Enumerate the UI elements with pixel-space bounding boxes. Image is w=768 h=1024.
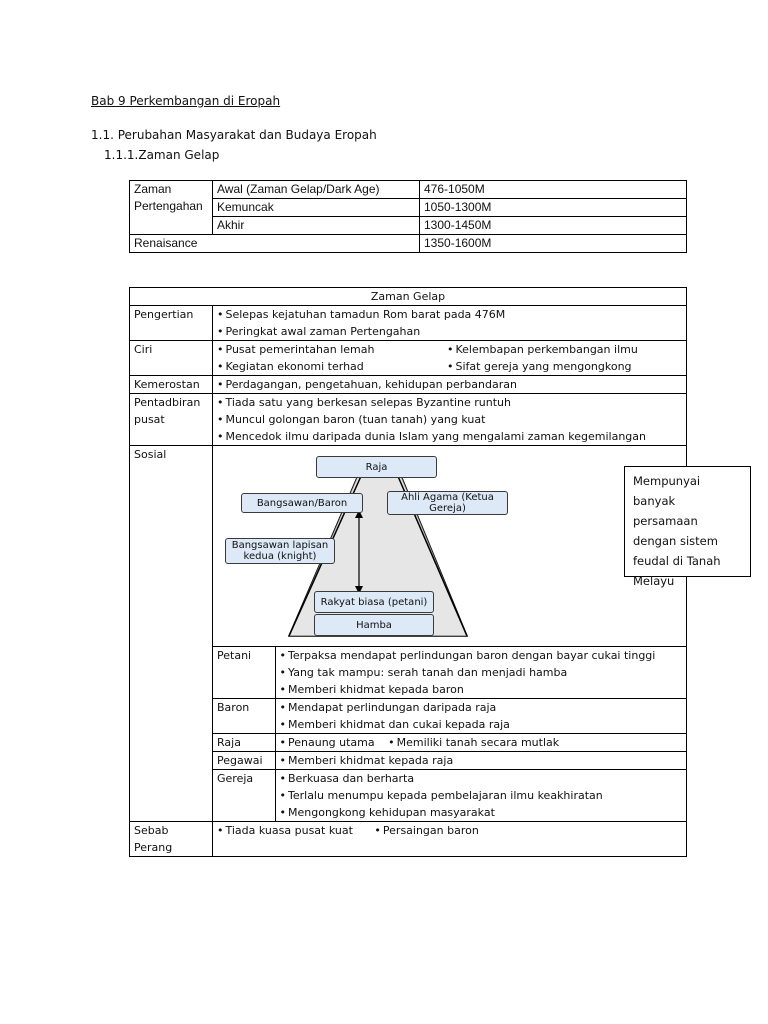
row-content [213,306,687,341]
document-title: Bab 9 Perkembangan di Eropah [91,94,281,108]
subsection-heading: 1.1.1.Zaman Gelap [104,148,220,162]
group-content [275,770,686,821]
era-cell: Renaisance [130,235,420,253]
table-row [130,181,687,199]
era-cell: Zaman Pertengahan [130,181,213,235]
baron-box: Bangsawan/Baron [241,493,363,513]
list-item: • Penaung utama [280,736,375,749]
raja-box: Raja [316,456,437,478]
list-item: • Memiliki tanah secara mutlak [388,736,559,749]
row-content [213,394,687,446]
group-content [275,647,686,698]
note-box: Mempunyai banyak persamaan dengan sistem feudal di Tanah Melayu [624,466,751,577]
serf-box: Hamba [314,614,434,636]
group-label: Pegawai [213,752,275,769]
table-row [130,217,687,235]
table-row [130,199,687,217]
list-item: • Mengongkong kehidupan masyarakat [280,804,683,821]
row-content [213,341,687,376]
table-row [130,394,687,446]
list-item: • Terlalu menumpu kepada pembelajaran ilmu keakhiratan [280,787,683,804]
table-row [130,341,687,376]
group-cell [213,734,687,752]
list-item: • Persaingan baron [374,824,478,837]
row-label: Kemerostan [130,376,213,394]
peasant-box: Rakyat biasa (petani) [314,591,434,613]
section-heading: 1.1. Perubahan Masyarakat dan Budaya Eropah [91,128,377,142]
table-header: Zaman Gelap [130,288,687,306]
phase-cell: Akhir [213,217,420,235]
table-row [130,770,687,822]
table-row [130,446,687,647]
table-row [130,306,687,341]
list-item: • Terpaksa mendapat perlindungan baron dengan bayar cukai tinggi [280,647,683,664]
list-item: • Mencedok ilmu daripada dunia Islam yang mengalami zaman kegemilangan [217,428,682,445]
list-item: • Kegiatan ekonomi terhad [217,358,447,375]
list-item: • Kelembapan perkembangan ilmu [447,341,638,358]
group-content [275,752,686,769]
group-content [275,699,686,733]
list-item: • Tiada kuasa pusat kuat [217,824,353,837]
list-item: • Muncul golongan baron (tuan tanah) yang kuat [217,411,682,428]
list-item: • Peringkat awal zaman Pertengahan [217,323,682,340]
years-cell: 1300-1450M [420,217,687,235]
row-label: Pengertian [130,306,213,341]
group-cell [213,647,687,699]
list-item: • Mendapat perlindungan daripada raja [280,699,683,716]
list-item: • Selepas kejatuhan tamadun Rom barat pada 476M [217,306,682,323]
dark-age-table [129,287,721,857]
period-table [129,180,687,253]
list-item: • Memberi khidmat kepada baron [280,681,683,698]
row-content [213,376,687,394]
social-diagram-cell [213,446,721,647]
row-label: Sosial [130,446,213,822]
list-item: • Memberi khidmat kepada raja [280,752,683,769]
group-label: Gereja [213,770,275,821]
table-row [130,647,687,699]
row-label: Ciri [130,341,213,376]
knight-box: Bangsawan lapisan kedua (knight) [225,538,335,564]
years-cell: 1050-1300M [420,199,687,217]
church-box: Ahli Agama (Ketua Gereja) [387,491,508,515]
group-cell [213,752,687,770]
table-row [130,699,687,734]
list-item: • Tiada satu yang berkesan selepas Byzantine runtuh [217,394,682,411]
phase-cell: Awal (Zaman Gelap/Dark Age) [213,181,420,199]
group-content [275,734,686,751]
years-cell: 476-1050M [420,181,687,199]
table-row [130,752,687,770]
phase-cell: Kemuncak [213,199,420,217]
list-item: • Sifat gereja yang mengongkong [447,358,632,375]
list-item: • Yang tak mampu: serah tanah dan menjadi hamba [280,664,683,681]
table-row [130,734,687,752]
list-item: • Pusat pemerintahan lemah [217,341,447,358]
table-row [130,235,687,253]
table-row [130,376,687,394]
years-cell: 1350-1600M [420,235,687,253]
table-header-row [130,288,687,306]
group-label: Petani [213,647,275,698]
group-cell [213,770,687,822]
table-row [130,822,687,857]
group-label: Baron [213,699,275,733]
group-label: Raja [213,734,275,751]
group-cell [213,699,687,734]
row-label: Sebab Perang [130,822,213,857]
list-item: • Berkuasa dan berharta [280,770,683,787]
list-item: • Memberi khidmat dan cukai kepada raja [280,716,683,733]
row-content [213,822,687,857]
social-pyramid [213,446,721,644]
row-label: Pentadbiran pusat [130,394,213,446]
list-item: • Perdagangan, pengetahuan, kehidupan perbandaran [217,376,682,393]
